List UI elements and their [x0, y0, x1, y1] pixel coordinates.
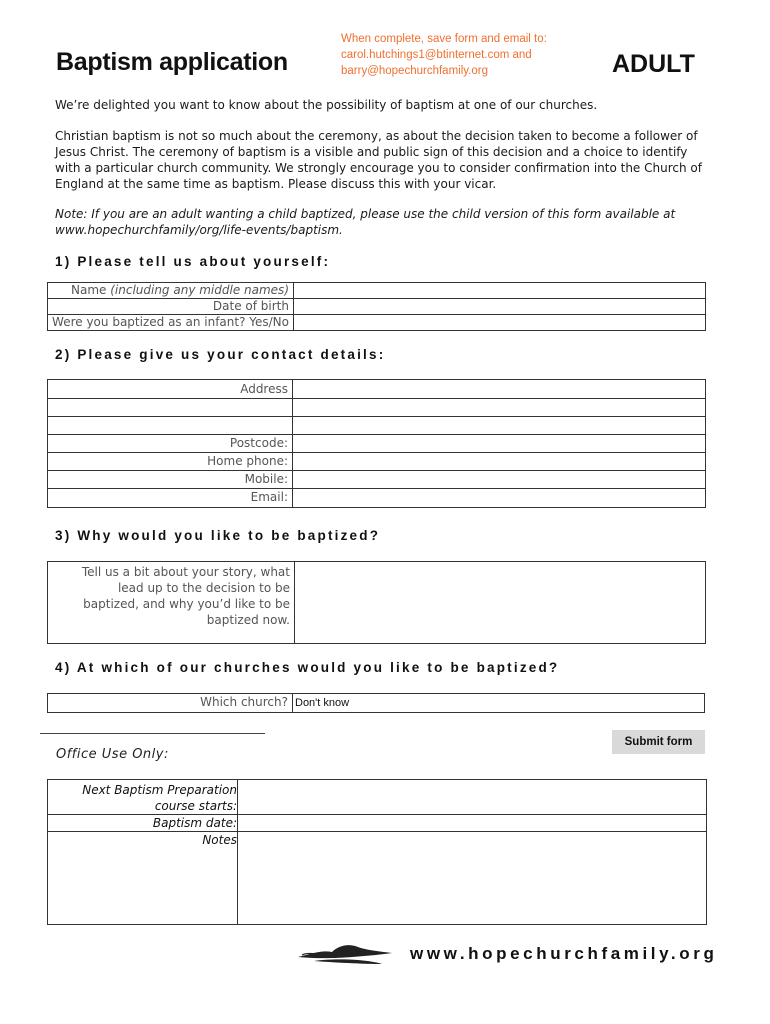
email-field[interactable]: [293, 489, 706, 508]
prep-course-field[interactable]: [238, 780, 707, 815]
address-line-1-field[interactable]: [293, 380, 706, 399]
notes-field[interactable]: [238, 832, 707, 925]
contact-details-table: [47, 379, 706, 508]
mobile-label: Mobile:: [48, 471, 293, 489]
website-link[interactable]: www.hopechurchfamily.org: [410, 944, 718, 963]
church-select[interactable]: [293, 694, 705, 713]
home-phone-label: Home phone:: [48, 453, 293, 471]
why-baptized-table: [47, 561, 706, 644]
form-type-label: ADULT: [612, 50, 695, 78]
email-label: Email:: [48, 489, 293, 508]
child-form-note: Note: If you are an adult wanting a child baptized, please use the child version of this form available at www.hopechurchfamily/org/life-events/baptism.: [55, 207, 676, 237]
email-instruction-line: barry@hopechurchfamily.org: [341, 65, 488, 77]
submit-form-button[interactable]: Submit form: [612, 730, 705, 754]
which-church-label: Which church?: [48, 694, 293, 713]
about-yourself-table: [47, 282, 706, 331]
section-4-heading: 4) At which of our churches would you like to be baptized?: [55, 660, 560, 675]
intro-paragraph: We’re delighted you want to know about the possibility of baptism at one of our churches.: [55, 98, 598, 112]
section-3-heading: 3) Why would you like to be baptized?: [55, 528, 381, 543]
page-title: Baptism application: [56, 48, 288, 76]
story-label: Tell us a bit about your story, what lead up to the decision to be baptized, and why you’d like to be baptized now.: [48, 562, 295, 644]
address-line-2-field[interactable]: [293, 399, 706, 417]
office-divider: [40, 733, 265, 734]
section-1-heading: 1) Please tell us about yourself:: [55, 254, 331, 269]
name-field[interactable]: [294, 283, 706, 299]
office-use-heading: Office Use Only:: [56, 747, 169, 762]
email-instructions: [341, 31, 547, 79]
prep-course-label: Next Baptism Preparation course starts:: [48, 780, 238, 815]
which-church-table: [47, 693, 705, 713]
mobile-field[interactable]: [293, 471, 706, 489]
home-phone-field[interactable]: [293, 453, 706, 471]
postcode-field[interactable]: [293, 435, 706, 453]
baptism-date-label: Baptism date:: [48, 815, 238, 832]
address-spacer: [48, 399, 293, 417]
baptism-explanation-paragraph: Christian baptism is not so much about the ceremony, as about the decision taken to become a follower of Jesus Christ. The ceremony of baptism is a visible and public sign of this decision and a choice to identify with a particular church community. We strongly encourage you to consider confirmation into the Church of England at the same time as baptism. Please discuss this with your vicar.: [55, 129, 702, 191]
address-line-3-field[interactable]: [293, 417, 706, 435]
date-of-birth-label: Date of birth: [48, 299, 294, 315]
infant-baptism-label: Were you baptized as an infant? Yes/No: [48, 315, 294, 331]
office-use-table: [47, 779, 707, 925]
church-select-value: Don't know: [295, 697, 350, 709]
hills-logo-icon: [296, 940, 396, 970]
name-label: Name (including any middle names): [48, 283, 294, 299]
infant-baptism-field[interactable]: [294, 315, 706, 331]
email-instruction-line: When complete, save form and email to:: [341, 33, 547, 45]
section-2-heading: 2) Please give us your contact details:: [55, 347, 386, 362]
notes-label: Notes: [48, 832, 238, 925]
postcode-label: Postcode:: [48, 435, 293, 453]
story-textarea[interactable]: [295, 562, 706, 644]
address-spacer: [48, 417, 293, 435]
date-of-birth-field[interactable]: [294, 299, 706, 315]
email-instruction-line: carol.hutchings1@btinternet.com and: [341, 49, 532, 61]
address-label: Address: [48, 380, 293, 399]
baptism-date-field[interactable]: [238, 815, 707, 832]
